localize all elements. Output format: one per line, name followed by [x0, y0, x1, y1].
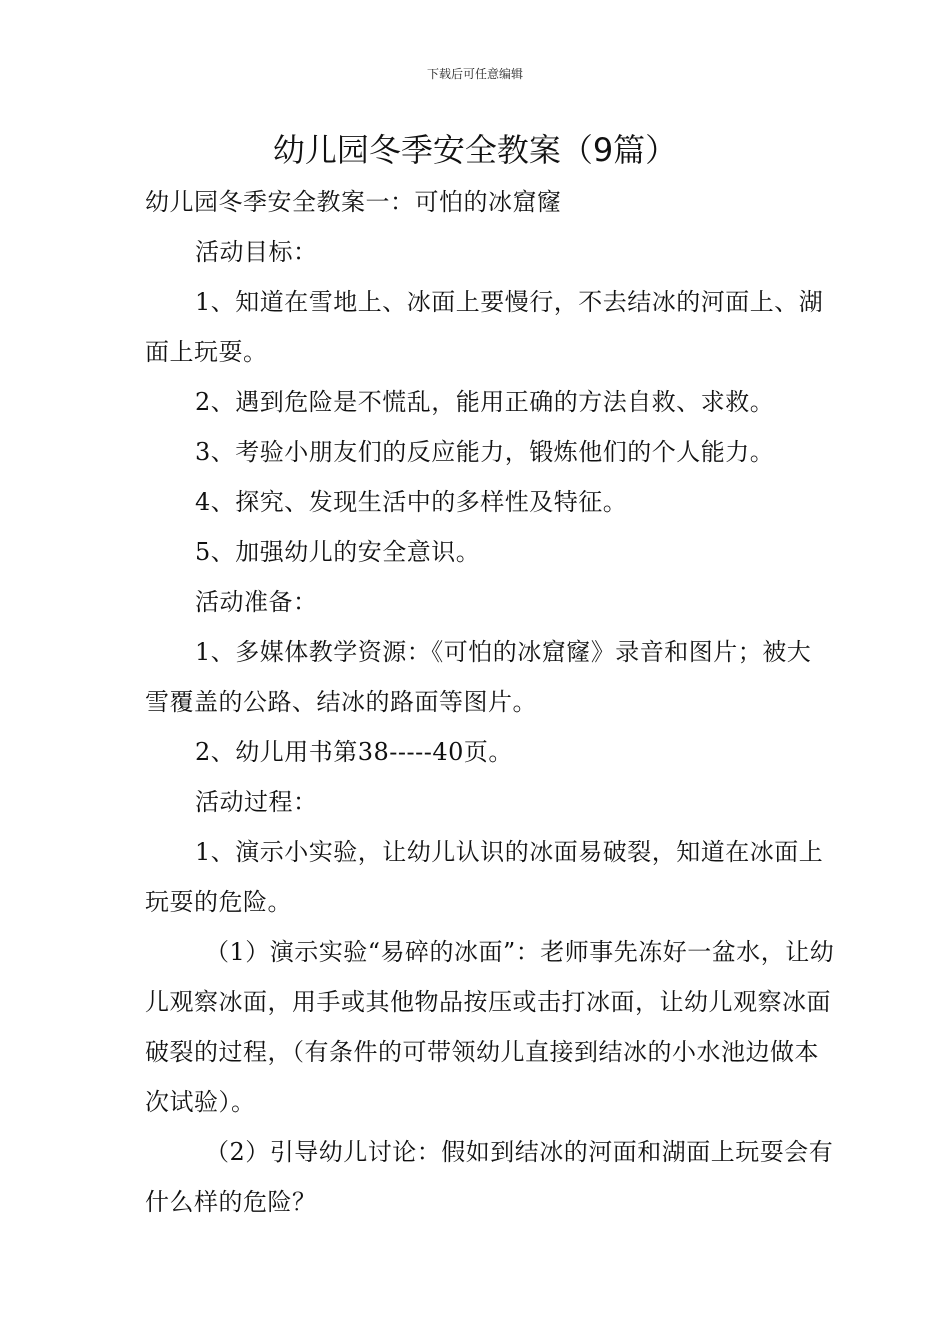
- process-item-1: 1、演示小实验，让幼儿认识的冰面易破裂，知道在冰面上玩耍的危险。: [145, 838, 824, 916]
- subheading-goals: 活动目标：: [195, 238, 318, 266]
- process-subitem-1: （1）演示实验“易碎的冰面”：老师事先冻好一盆水，让幼儿观察冰面，用手或其他物品按压或击打冰面，让幼儿观察冰面破裂的过程，（有条件的可带领幼儿直接到结冰的小水池边做本次试验）。: [145, 938, 835, 1116]
- section-heading: 幼儿园冬季安全教案一：可怕的冰窟窿: [145, 188, 562, 216]
- subheading-preparation: 活动准备：: [195, 588, 318, 616]
- preparation-item-2: 2、幼儿用书第38-----40页。: [195, 738, 513, 766]
- goal-item-3: 3、考验小朋友们的反应能力，锻炼他们的个人能力。: [195, 438, 775, 466]
- page-header-note: 下载后可任意编辑: [426, 67, 523, 81]
- process-subitem-2: （2）引导幼儿讨论：假如到结冰的河面和湖面上玩耍会有什么样的危险？: [145, 1138, 834, 1216]
- goal-item-5: 5、加强幼儿的安全意识。: [195, 538, 481, 566]
- goal-item-2: 2、遇到危险是不慌乱，能用正确的方法自救、求救。: [195, 388, 775, 416]
- goal-item-4: 4、探究、发现生活中的多样性及特征。: [195, 488, 628, 516]
- preparation-item-1: 1、多媒体教学资源：《可怕的冰窟窿》录音和图片；被大雪覆盖的公路、结冰的路面等图片。: [145, 638, 812, 716]
- goal-item-1: 1、知道在雪地上、冰面上要慢行，不去结冰的河面上、湖面上玩耍。: [145, 288, 824, 366]
- document-title: 幼儿园冬季安全教案（9篇）: [272, 131, 678, 169]
- subheading-process: 活动过程：: [195, 788, 318, 816]
- document-body: [145, 177, 835, 1227]
